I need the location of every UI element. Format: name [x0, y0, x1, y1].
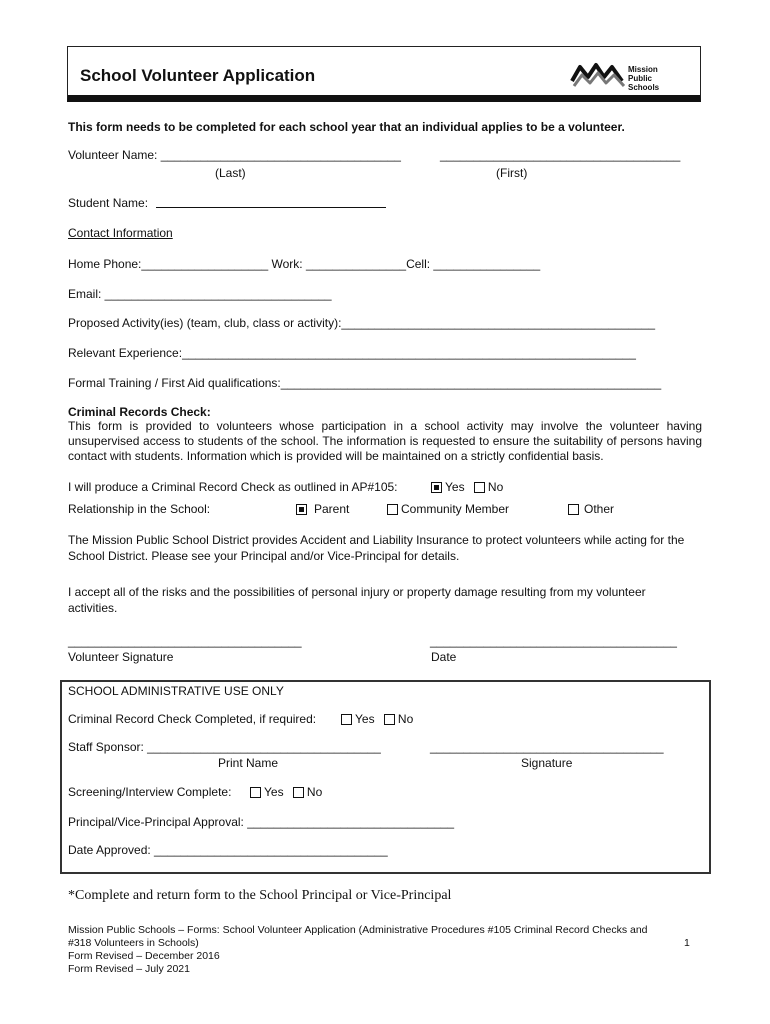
footer-line-1: Mission Public Schools – Forms: School Volunteer Application (Administrative Procedures #105 Criminal Record Checks and — [68, 924, 648, 936]
screening-yes-checkbox[interactable] — [250, 787, 261, 798]
relationship-other-option[interactable] — [568, 502, 614, 516]
contact-heading: Contact Information — [68, 226, 173, 240]
insurance-text: The Mission Public School District provides Accident and Liability Insurance to protect volunteers while acting for the School District. Please see your Principal and/or Vice-Principal for details. — [68, 533, 685, 563]
footer-line-3: Form Revised – December 2016 — [68, 950, 220, 962]
screening-options[interactable] — [250, 785, 322, 799]
student-name-label: Student Name: — [68, 196, 149, 210]
relationship-parent-option[interactable] — [296, 502, 349, 516]
page-number: 1 — [684, 937, 690, 949]
principal-approval-field[interactable]: Principal/Vice-Principal Approval: _______________________________ — [68, 815, 455, 829]
criminal-check-heading: Criminal Records Check: — [68, 405, 211, 419]
crc-no-label: No — [487, 480, 504, 494]
mountain-logo-icon — [570, 59, 626, 89]
training-field[interactable]: Formal Training / First Aid qualifications:_________________________________________________________ — [68, 376, 662, 390]
footer-line-2: #318 Volunteers in Schools) — [68, 937, 199, 949]
other-checkbox[interactable] — [568, 504, 579, 515]
volunteer-name-field[interactable]: Volunteer Name: ____________________________________ — [68, 148, 401, 162]
student-name-field[interactable] — [156, 207, 386, 208]
admin-crc-yes-checkbox[interactable] — [341, 714, 352, 725]
criminal-check-body: This form is provided to volunteers whose participation in a school activity may involve the volunteer having unsupervised access to students of the school. The information is requested to ensure the suitability of persons having contact with students. Information which is provided will be maintained on a strictly confidential basis. — [68, 419, 702, 463]
crc-yes-option[interactable] — [431, 480, 503, 494]
screening-no-checkbox[interactable] — [293, 787, 304, 798]
admin-crc-no-checkbox[interactable] — [384, 714, 395, 725]
admin-crc-options[interactable] — [341, 712, 413, 726]
print-name-caption: Print Name — [218, 756, 279, 770]
form-title: School Volunteer Application — [80, 66, 316, 85]
experience-field[interactable]: Relevant Experience:____________________________________________________________________ — [68, 346, 636, 360]
intro-text: This form needs to be completed for each school year that an individual applies to be a volunteer. — [68, 120, 625, 134]
relationship-community-option[interactable] — [387, 502, 509, 516]
volunteer-signature-field[interactable]: ___________________________________ — [68, 634, 302, 648]
volunteer-first-name-field[interactable]: ____________________________________ — [440, 148, 681, 162]
date-field[interactable]: _____________________________________ — [430, 634, 677, 648]
parent-checkbox[interactable] — [296, 504, 307, 515]
accept-text: I accept all of the risks and the possibilities of personal injury or property damage resulting from my volunteer activities. — [68, 585, 646, 615]
screening-no-label: No — [306, 785, 323, 799]
return-note: *Complete and return form to the School Principal or Vice-Principal — [68, 888, 452, 903]
logo-line-2: Public Schools — [628, 74, 660, 92]
form-header — [67, 46, 701, 102]
footer-line-4: Form Revised – July 2021 — [68, 963, 190, 975]
staff-sponsor-field[interactable]: Staff Sponsor: ___________________________________ — [68, 740, 381, 754]
admin-crc-no-label: No — [397, 712, 414, 726]
criminal-check-produce-label: I will produce a Criminal Record Check as outlined in AP#105: — [68, 480, 398, 494]
mission-public-schools-logo — [570, 59, 682, 92]
signature-caption: Signature — [521, 756, 573, 770]
admin-crc-label: Criminal Record Check Completed, if required: — [68, 712, 317, 726]
activities-field[interactable]: Proposed Activity(ies) (team, club, class or activity):_______________________________________________ — [68, 316, 656, 330]
other-label: Other — [584, 502, 615, 516]
crc-yes-label: Yes — [445, 480, 465, 494]
relationship-label: Relationship in the School: — [68, 502, 211, 516]
admin-crc-yes-label: Yes — [355, 712, 375, 726]
staff-sponsor-signature-field[interactable]: ___________________________________ — [430, 740, 664, 754]
logo-line-1: Mission — [628, 65, 658, 74]
crc-no-checkbox[interactable] — [474, 482, 485, 493]
date-approved-field[interactable]: Date Approved: ___________________________________ — [68, 843, 388, 857]
community-checkbox[interactable] — [387, 504, 398, 515]
phone-fields[interactable]: Home Phone:___________________ Work: _______________Cell: ________________ — [68, 257, 541, 271]
first-caption: (First) — [496, 166, 528, 180]
date-caption: Date — [431, 650, 457, 664]
parent-label: Parent — [314, 502, 350, 516]
email-field[interactable]: Email: __________________________________ — [68, 287, 332, 301]
crc-yes-checkbox[interactable] — [431, 482, 442, 493]
screening-label: Screening/Interview Complete: — [68, 785, 232, 799]
admin-heading: SCHOOL ADMINISTRATIVE USE ONLY — [68, 684, 284, 698]
last-caption: (Last) — [215, 166, 246, 180]
volunteer-signature-caption: Volunteer Signature — [68, 650, 174, 664]
screening-yes-label: Yes — [264, 785, 284, 799]
community-label: Community Member — [401, 502, 510, 516]
